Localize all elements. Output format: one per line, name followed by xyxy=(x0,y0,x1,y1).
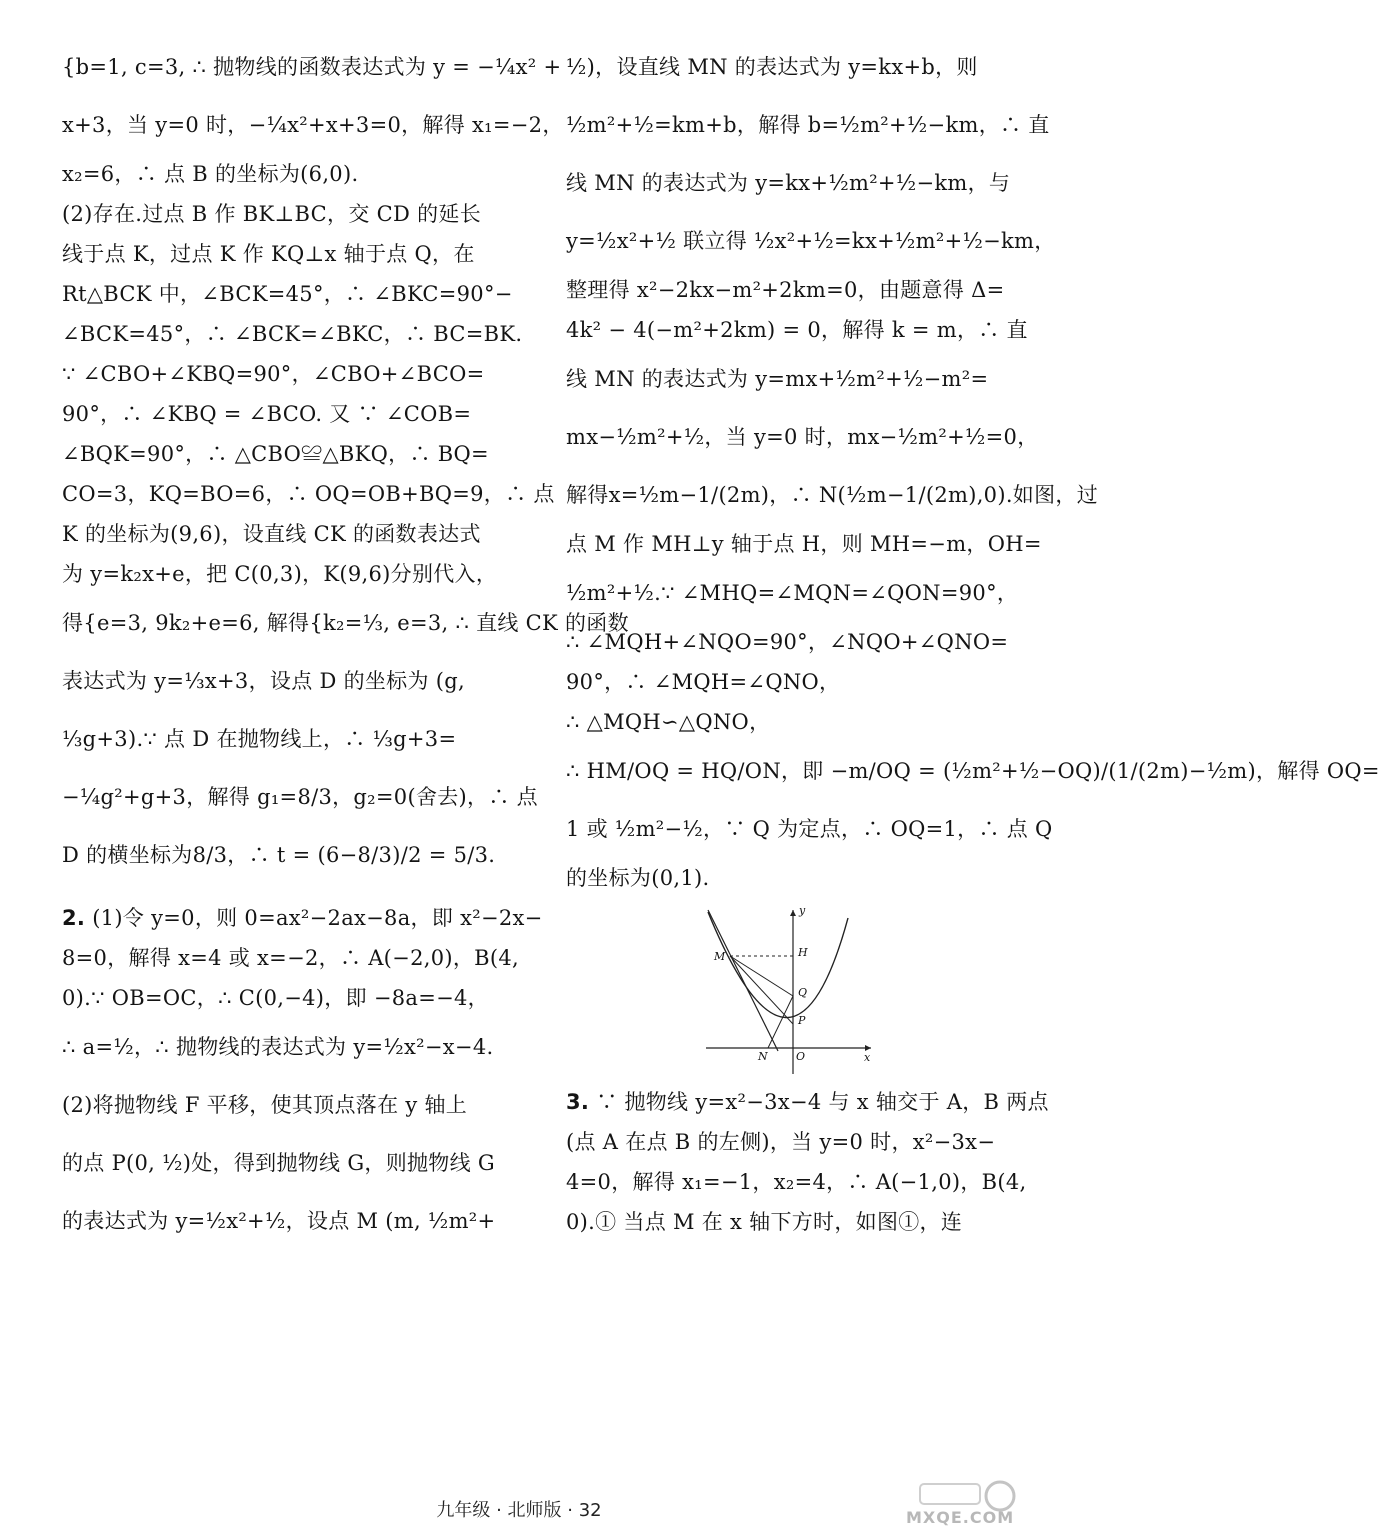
page-footer: 九年级 · 北师版 · 32 xyxy=(436,1500,602,1521)
text-line: ∴ ∠MQH+∠NQO=90°，∠NQO+∠QNO= xyxy=(566,630,1009,654)
text-line: 为 y=k₂x+e，把 C(0,3)，K(9,6)分别代入， xyxy=(62,562,498,586)
text-line: ⅓g+3).∵ 点 D 在抛物线上，∴ ⅓g+3= xyxy=(62,727,457,751)
segment-qn xyxy=(768,996,793,1048)
text-line: 得{e=3, 9k₂+e=6, 解得{k₂=⅓, e=3, ∴ 直线 CK 的函数 xyxy=(62,611,629,635)
text-line: ∴ △MQH∽△QNO， xyxy=(566,710,771,734)
text-line: 90°，∴ ∠KBQ = ∠BCO. 又 ∵ ∠COB= xyxy=(62,402,472,426)
text-line: CO=3，KQ=BO=6，∴ OQ=OB+BQ=9，∴ 点 xyxy=(62,482,555,506)
parabola-figure xyxy=(706,906,876,1076)
question-2-first-line xyxy=(62,898,543,938)
text-line: 表达式为 y=⅓x+3，设点 D 的坐标为 (g, xyxy=(62,669,465,693)
text-line: 解得x=½m−1/(2m)，∴ N(½m−1/(2m),0).如图，过 xyxy=(566,483,1099,507)
text-line: y=½x²+½ 联立得 ½x²+½=kx+½m²+½−km， xyxy=(566,229,1056,253)
point-h-label: H xyxy=(798,946,808,959)
y-axis-label: y xyxy=(799,904,806,917)
question-3-first-line xyxy=(566,1082,1049,1122)
text-line: Rt△BCK 中，∠BCK=45°，∴ ∠BKC=90°− xyxy=(62,282,513,306)
text-line: ½)，设直线 MN 的表达式为 y=kx+b，则 xyxy=(566,55,978,79)
text-line: x₂=6，∴ 点 B 的坐标为(6,0). xyxy=(62,162,359,186)
text-line: {b=1, c=3, ∴ 抛物线的函数表达式为 y = −¼x² + xyxy=(62,55,562,79)
parabola-diagram xyxy=(706,906,876,1076)
text-line: mx−½m²+½，当 y=0 时，mx−½m²+½=0， xyxy=(566,425,1039,449)
text-line: ∵ ∠CBO+∠KBQ=90°，∠CBO+∠BCO= xyxy=(62,362,485,386)
text-line: 8=0，解得 x=4 或 x=−2，∴ A(−2,0)，B(4, xyxy=(62,946,520,970)
y-axis-arrow xyxy=(790,910,796,916)
text-line: 4k² − 4(−m²+2km) = 0，解得 k = m，∴ 直 xyxy=(566,318,1028,342)
origin-label: O xyxy=(796,1050,806,1063)
text-line: 线 MN 的表达式为 y=mx+½m²+½−m²= xyxy=(566,367,989,391)
text-line: 的表达式为 y=½x²+½，设点 M (m, ½m²+ xyxy=(62,1209,496,1233)
text-line: 90°，∴ ∠MQH=∠QNO， xyxy=(566,670,841,694)
point-n-label: N xyxy=(758,1050,768,1063)
text-line: 1 或 ½m²−½，∵ Q 为定点，∴ OQ=1，∴ 点 Q xyxy=(566,817,1053,841)
text-line: (2)存在.过点 B 作 BK⊥BC，交 CD 的延长 xyxy=(62,202,481,226)
text-line: ∴ a=½，∴ 抛物线的表达式为 y=½x²−x−4. xyxy=(62,1035,494,1059)
question-number: 2. xyxy=(62,906,86,930)
text-line: 线 MN 的表达式为 y=kx+½m²+½−km，与 xyxy=(566,171,1011,195)
point-p-label: P xyxy=(798,1014,806,1027)
right-column xyxy=(566,38,1380,1242)
text-line: 0).∵ OB=OC，∴ C(0,−4)，即 −8a=−4， xyxy=(62,986,489,1010)
text-line: (1)令 y=0，则 0=ax²−2ax−8a，即 x²−2x− xyxy=(92,906,543,930)
text-line: ∵ 抛物线 y=x²−3x−4 与 x 轴交于 A，B 两点 xyxy=(596,1090,1049,1114)
left-column xyxy=(62,38,629,1250)
text-line: 整理得 x²−2kx−m²+2km=0，由题意得 Δ= xyxy=(566,278,1005,302)
text-line: K 的坐标为(9,6)，设直线 CK 的函数表达式 xyxy=(62,522,481,546)
text-line: D 的横坐标为8/3，∴ t = (6−8/3)/2 = 5/3. xyxy=(62,843,496,867)
text-line: ½m²+½.∵ ∠MHQ=∠MQN=∠QON=90°， xyxy=(566,581,1019,605)
text-line: (2)将抛物线 F 平移，使其顶点落在 y 轴上 xyxy=(62,1093,468,1117)
parabola-curve xyxy=(708,912,848,1018)
text-line: ½m²+½=km+b，解得 b=½m²+½−km，∴ 直 xyxy=(566,113,1050,137)
text-line: 点 M 作 MH⊥y 轴于点 H，则 MH=−m，OH= xyxy=(566,532,1042,556)
x-axis-label: x xyxy=(864,1051,871,1064)
text-line: ∠BQK=90°，∴ △CBO≌△BKQ，∴ BQ= xyxy=(62,442,489,466)
text-line: x+3，当 y=0 时，−¼x²+x+3=0，解得 x₁=−2， xyxy=(62,113,564,137)
tangent-line-mn xyxy=(708,910,778,1051)
watermark-logo xyxy=(900,1478,1020,1532)
text-line: 线于点 K，过点 K 作 KQ⊥x 轴于点 Q，在 xyxy=(62,242,475,266)
text-line: 的点 P(0, ½)处，得到抛物线 G，则抛物线 G xyxy=(62,1151,495,1175)
point-m-label: M xyxy=(714,950,726,963)
text-line: 的坐标为(0,1). xyxy=(566,866,710,890)
text-line: ∠BCK=45°，∴ ∠BCK=∠BKC，∴ BC=BK. xyxy=(62,322,523,346)
question-number: 3. xyxy=(566,1090,590,1114)
text-line: −¼g²+g+3，解得 g₁=8/3，g₂=0(舍去)，∴ 点 xyxy=(62,785,538,809)
text-line: (点 A 在点 B 的左侧)，当 y=0 时，x²−3x− xyxy=(566,1130,996,1154)
question-gap xyxy=(62,884,518,898)
watermark-text: MXQE.COM xyxy=(906,1508,1015,1527)
text-line: ∴ HM/OQ = HQ/ON，即 −m/OQ = (½m²+½−OQ)/(1/(2m)−½m)，解得 OQ= xyxy=(566,759,1380,783)
text-line: 4=0，解得 x₁=−1，x₂=4，∴ A(−1,0)，B(4, xyxy=(566,1170,1027,1194)
point-q-label: Q xyxy=(798,986,808,999)
text-line: 0).① 当点 M 在 x 轴下方时，如图①，连 xyxy=(566,1210,963,1234)
